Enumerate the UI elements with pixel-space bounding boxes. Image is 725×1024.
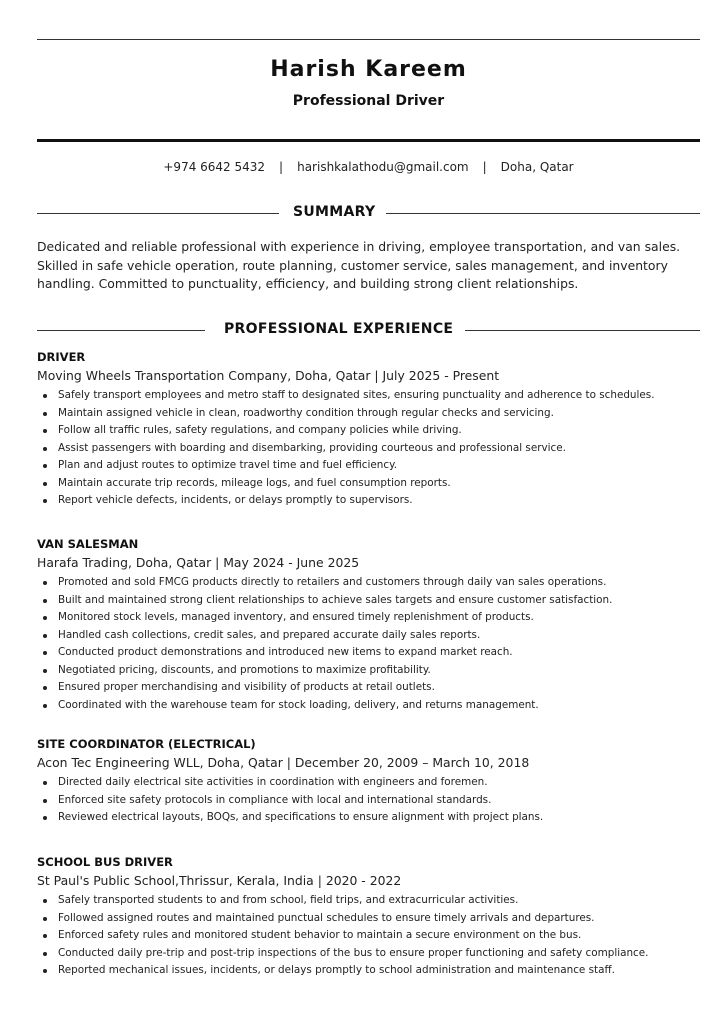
experience-heading	[37, 321, 700, 341]
phone-number: +974 6642 5432	[163, 160, 266, 174]
bullet-icon	[43, 447, 47, 451]
bullet-icon	[43, 952, 47, 956]
duty-item	[37, 405, 700, 423]
duty-text: Plan and adjust routes to optimize travel time and fuel efficiency.	[58, 459, 398, 471]
candidate-name: Harish Kareem	[270, 57, 467, 82]
bullet-icon	[43, 429, 47, 433]
job-duties	[37, 892, 700, 980]
heading-rule-left	[37, 330, 205, 331]
duty-item	[37, 592, 700, 610]
duty-text: Conducted product demonstrations and introduced new items to expand market reach.	[58, 646, 513, 658]
duty-item	[37, 387, 700, 405]
heading-rule-right	[465, 330, 700, 331]
bullet-icon	[43, 781, 47, 785]
duty-item	[37, 697, 700, 715]
bullet-icon	[43, 899, 47, 903]
duty-text: Safely transport employees and metro staff to designated sites, ensuring punctuality and adherence to schedules.	[58, 389, 655, 401]
bullet-icon	[43, 482, 47, 486]
duty-item	[37, 475, 700, 493]
bullet-icon	[43, 704, 47, 708]
duty-item	[37, 422, 700, 440]
duty-item	[37, 440, 700, 458]
job-title: VAN SALESMAN	[37, 537, 139, 551]
job-entry	[37, 536, 700, 714]
header-divider	[37, 139, 700, 142]
duty-item	[37, 574, 700, 592]
duty-text: Coordinated with the warehouse team for stock loading, delivery, and returns management.	[58, 698, 539, 711]
bullet-icon	[43, 816, 47, 820]
duty-item	[37, 679, 700, 697]
summary-heading	[37, 204, 700, 224]
duty-text: Assist passengers with boarding and disembarking, providing courteous and professional service.	[58, 441, 566, 454]
job-title: DRIVER	[37, 350, 86, 364]
job-duties	[37, 387, 700, 510]
duty-item	[37, 892, 700, 910]
duty-text: Enforced site safety protocols in compliance with local and international standards.	[58, 793, 492, 806]
duty-text: Negotiated pricing, discounts, and promotions to maximize profitability.	[58, 663, 431, 676]
job-company: Acon Tec Engineering WLL, Doha, Qatar | December 20, 2009 – March 10, 2018	[37, 755, 530, 770]
job-duties	[37, 774, 700, 827]
duty-item	[37, 457, 700, 475]
heading-rule-right	[386, 213, 700, 214]
job-company: Moving Wheels Transportation Company, Doha, Qatar | July 2025 - Present	[37, 368, 500, 383]
duty-text: Reviewed electrical layouts, BOQs, and specifications to ensure alignment with project plans.	[58, 811, 544, 823]
duty-item	[37, 492, 700, 510]
duty-text: Maintain assigned vehicle in clean, roadworthy condition through regular checks and servicing.	[58, 406, 554, 419]
job-title: SITE COORDINATOR (ELECTRICAL)	[37, 737, 256, 751]
summary-text: Dedicated and reliable professional with experience in driving, employee transportation, and van sales. Skilled in safe vehicle operation, route planning, customer service, sales management, and inventory handling. Committed to punctuality, efficiency, and building strong client relationships.	[37, 239, 681, 291]
duty-text: Directed daily electrical site activities in coordination with engineers and foremen.	[58, 776, 488, 788]
job-entry	[37, 854, 700, 980]
duty-text: Handled cash collections, credit sales, and prepared accurate daily sales reports.	[58, 628, 481, 641]
duty-text: Built and maintained strong client relationships to achieve sales targets and ensure customer satisfaction.	[58, 593, 613, 606]
contact-separator: |	[482, 160, 487, 174]
duty-text: Monitored stock levels, managed inventory, and ensured timely replenishment of products.	[58, 611, 534, 623]
bullet-icon	[43, 499, 47, 503]
bullet-icon	[43, 394, 47, 398]
duty-text: Safely transported students to and from school, field trips, and extracurricular activities.	[58, 894, 519, 906]
duty-text: Enforced safety rules and monitored student behavior to maintain a secure environment on the bus.	[58, 929, 582, 941]
job-title: SCHOOL BUS DRIVER	[37, 855, 173, 869]
duty-item	[37, 927, 700, 945]
bullet-icon	[43, 651, 47, 655]
bullet-icon	[43, 934, 47, 938]
bullet-icon	[43, 969, 47, 973]
job-duties	[37, 574, 700, 714]
duty-text: Conducted daily pre-trip and post-trip inspections of the bus to ensure proper functioning and safety compliance.	[58, 946, 649, 959]
bullet-icon	[43, 616, 47, 620]
location: Doha, Qatar	[500, 160, 574, 174]
duty-text: Ensured proper merchandising and visibility of products at retail outlets.	[58, 681, 435, 693]
duty-item	[37, 774, 700, 792]
duty-item	[37, 609, 700, 627]
job-company: Harafa Trading, Doha, Qatar | May 2024 - June 2025	[37, 555, 360, 570]
duty-item	[37, 809, 700, 827]
candidate-role: Professional Driver	[292, 93, 445, 109]
duty-item	[37, 910, 700, 928]
duty-text: Report vehicle defects, incidents, or delays promptly to supervisors.	[58, 494, 413, 506]
bullet-icon	[43, 634, 47, 638]
experience-title: PROFESSIONAL EXPERIENCE	[224, 321, 454, 337]
bullet-icon	[43, 599, 47, 603]
job-entry	[37, 736, 700, 827]
duty-item	[37, 792, 700, 810]
bullet-icon	[43, 581, 47, 585]
duty-item	[37, 945, 700, 963]
contact-separator: |	[279, 160, 284, 174]
job-company: St Paul's Public School,Thrissur, Kerala, India | 2020 - 2022	[37, 873, 402, 888]
duty-item	[37, 644, 700, 662]
email-address: harishkalathodu@gmail.com	[297, 160, 469, 174]
duty-text: Promoted and sold FMCG products directly to retailers and customers through daily van sales operations.	[58, 576, 607, 588]
bullet-icon	[43, 669, 47, 673]
duty-item	[37, 962, 700, 980]
contact-line	[37, 160, 700, 174]
duty-text: Reported mechanical issues, incidents, or delays promptly to school administration and maintenance staff.	[58, 964, 615, 976]
duty-text: Follow all traffic rules, safety regulations, and company policies while driving.	[58, 424, 462, 436]
bullet-icon	[43, 686, 47, 690]
top-divider	[37, 39, 700, 40]
bullet-icon	[43, 464, 47, 468]
bullet-icon	[43, 412, 47, 416]
summary-title: SUMMARY	[293, 204, 376, 220]
duty-item	[37, 662, 700, 680]
duty-text: Followed assigned routes and maintained punctual schedules to ensure timely arrivals and departures.	[58, 911, 595, 924]
heading-rule-left	[37, 213, 279, 214]
bullet-icon	[43, 917, 47, 921]
job-entry	[37, 349, 700, 510]
duty-item	[37, 627, 700, 645]
duty-text: Maintain accurate trip records, mileage logs, and fuel consumption reports.	[58, 476, 451, 489]
bullet-icon	[43, 799, 47, 803]
